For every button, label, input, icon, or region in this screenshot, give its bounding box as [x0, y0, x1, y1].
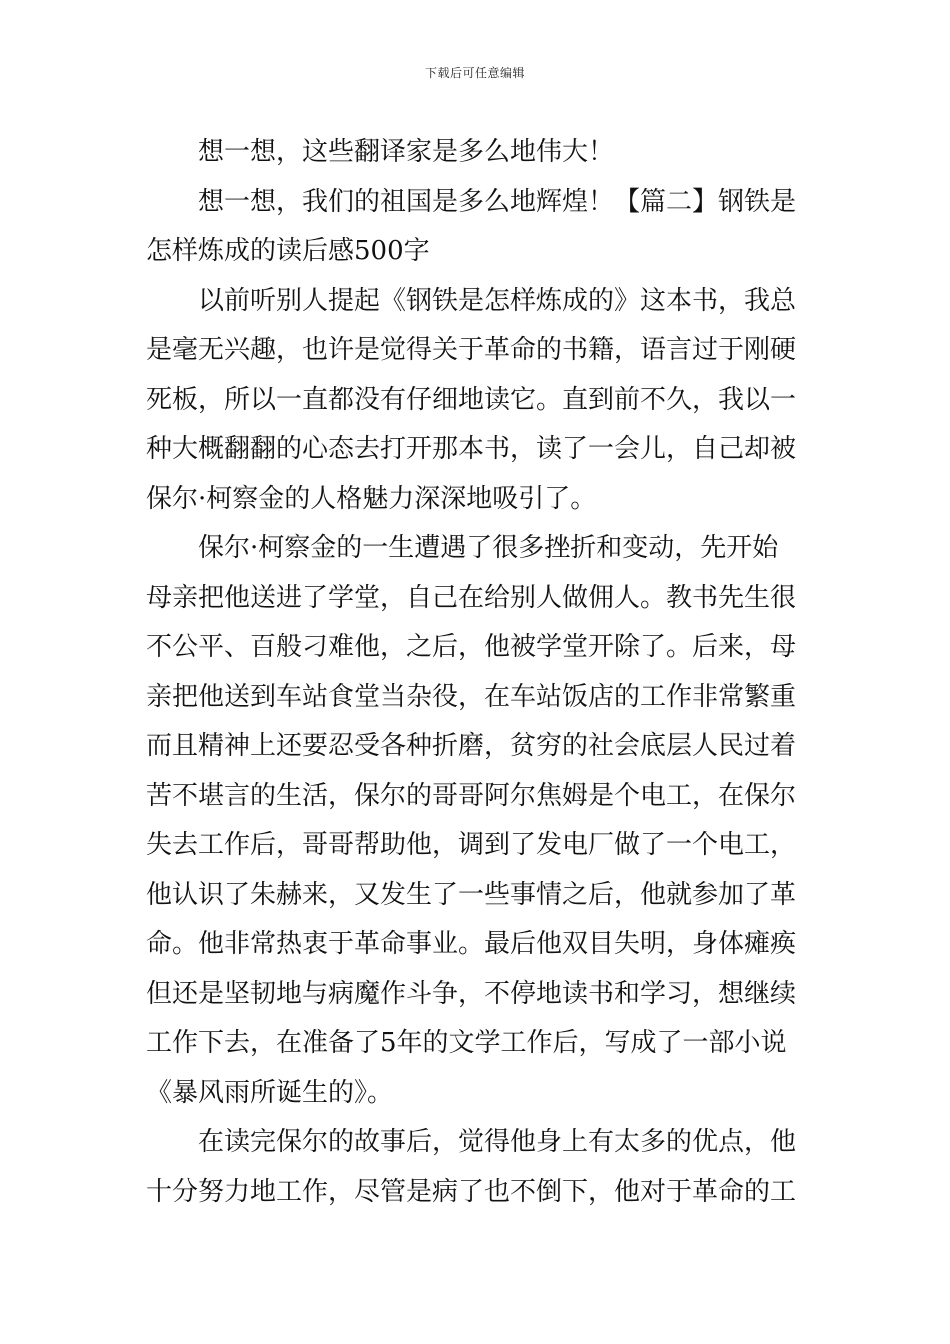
text-line: 死板，所以一直都没有仔细地读它。直到前不久，我以一 [146, 384, 797, 415]
page-header: 下载后可任意编辑 [424, 66, 525, 80]
text-line: 失去工作后，哥哥帮助他，调到了发电厂做了一个电工， [146, 830, 797, 860]
text-line: 不公平、百般刁难他，之后，他被学堂开除了。后来，母 [146, 632, 797, 662]
text-line: 怎样炼成的读后感500字 [146, 236, 430, 266]
document-body [146, 128, 806, 1217]
text-line: 而且精神上还要忍受各种折磨，贫穷的社会底层人民过着 [146, 731, 797, 761]
text-line: 保尔·柯察金的人格魅力深深地吸引了。 [146, 483, 597, 514]
text-line: 但还是坚韧地与病魔作斗争，不停地读书和学习，想继续 [146, 978, 797, 1009]
text-line: 是毫无兴趣，也许是觉得关于革命的书籍，语言过于刚硬 [146, 335, 797, 365]
text-line: 工作下去，在准备了5年的文学工作后，写成了一部小说 [146, 1028, 787, 1058]
text-line: 命。他非常热衷于革命事业。最后他双目失明，身体瘫痪 [146, 929, 797, 959]
text-line: 种大概翻翻的心态去打开那本书，读了一会儿，自己却被 [146, 434, 797, 464]
text-line: 十分努力地工作，尽管是病了也不倒下，他对于革命的工 [146, 1176, 797, 1207]
text-line: 他认识了朱赫来，又发生了一些事情之后，他就参加了革 [146, 879, 797, 910]
text-line: 母亲把他送进了学堂，自己在给别人做佣人。教书先生很 [146, 582, 797, 613]
text-line: 苦不堪言的生活，保尔的哥哥阿尔焦姆是个电工，在保尔 [146, 780, 797, 811]
text-line: 《暴风雨所诞生的》。 [146, 1077, 394, 1108]
text-line: 在读完保尔的故事后，觉得他身上有太多的优点，他 [198, 1127, 797, 1157]
text-line: 亲把他送到车站食堂当杂役，在车站饭店的工作非常繁重 [146, 681, 797, 712]
text-line: 想一想，这些翻译家是多么地伟大！ [198, 137, 615, 167]
text-line: 以前听别人提起《钢铁是怎样炼成的》这本书，我总 [198, 285, 797, 316]
text-line: 想一想，我们的祖国是多么地辉煌！【篇二】钢铁是 [198, 186, 797, 217]
text-line: 保尔·柯察金的一生遭遇了很多挫折和变动，先开始 [198, 533, 779, 563]
